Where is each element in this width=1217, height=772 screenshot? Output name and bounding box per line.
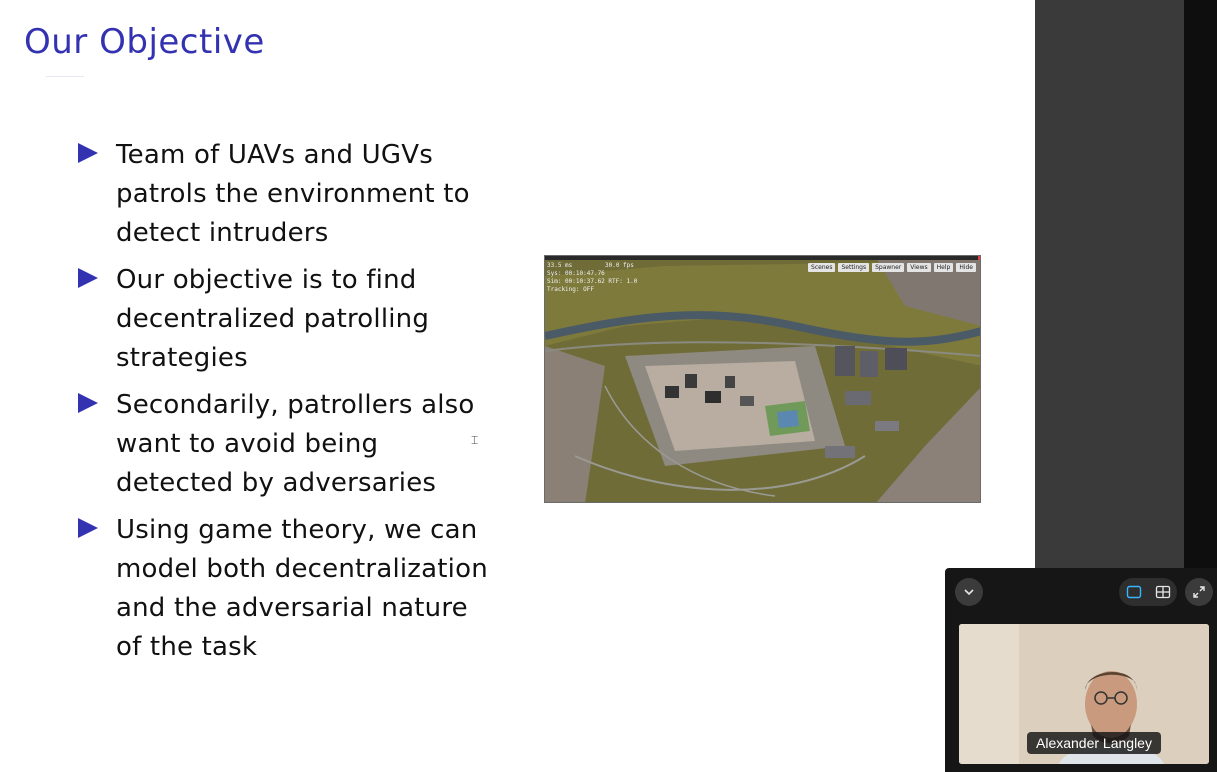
gallery-view-button[interactable] <box>1151 581 1175 603</box>
title-divider <box>46 76 84 77</box>
triangle-bullet-icon <box>78 143 98 163</box>
sim-menu-settings: Settings <box>838 263 869 272</box>
sim-menu-hide: Hide <box>956 263 976 272</box>
sim-menu-spawner: Spawner <box>872 263 904 272</box>
sim-hud-line: Sim: 00:10:37.62 RTF: 1.0 <box>547 278 638 285</box>
bullet-text: Secondarily, patrollers also want to avoid being detected by adversaries <box>116 390 475 498</box>
cursor-icon: ⌶ <box>471 433 479 447</box>
view-toggle <box>1119 578 1177 606</box>
participant-name-tag: Alexander Langley <box>1027 732 1161 754</box>
bullet-item <box>76 511 496 667</box>
speaker-view-button[interactable] <box>1122 581 1146 603</box>
slide-title: Our Objective <box>24 22 265 62</box>
simulation-screenshot <box>544 255 981 503</box>
sim-menu <box>808 263 976 272</box>
sim-hud-line: Sys: 00:10:47.76 <box>547 270 605 277</box>
chevron-down-icon <box>962 585 976 599</box>
speaker-view-icon <box>1126 585 1142 599</box>
bullet-list <box>76 136 496 675</box>
sim-hud-line: Tracking: OFF <box>547 286 594 293</box>
bullet-text: Our objective is to find decentralized patrolling strategies <box>116 265 430 373</box>
triangle-bullet-icon <box>78 518 98 538</box>
participant-video <box>959 624 1209 764</box>
expand-icon <box>1192 585 1206 599</box>
bullet-text: Team of UAVs and UGVs patrols the environment to detect intruders <box>116 140 470 248</box>
sim-hud-line: 33.5 ms <box>547 262 573 269</box>
bullet-item <box>76 136 496 253</box>
bullet-item <box>76 386 496 503</box>
bullet-item <box>76 261 496 378</box>
collapse-button[interactable] <box>955 578 983 606</box>
gallery-view-icon <box>1155 585 1171 599</box>
video-call-tile[interactable] <box>945 568 1217 772</box>
triangle-bullet-icon <box>78 393 98 413</box>
triangle-bullet-icon <box>78 268 98 288</box>
sim-fps: 30.0 fps <box>605 262 634 269</box>
sim-menu-help: Help <box>934 263 954 272</box>
expand-button[interactable] <box>1185 578 1213 606</box>
sim-menu-scenes: Scenes <box>808 263 835 272</box>
bullet-text: Using game theory, we can model both decentralization and the adversarial nature of the task <box>116 515 488 662</box>
sim-menu-views: Views <box>907 263 930 272</box>
